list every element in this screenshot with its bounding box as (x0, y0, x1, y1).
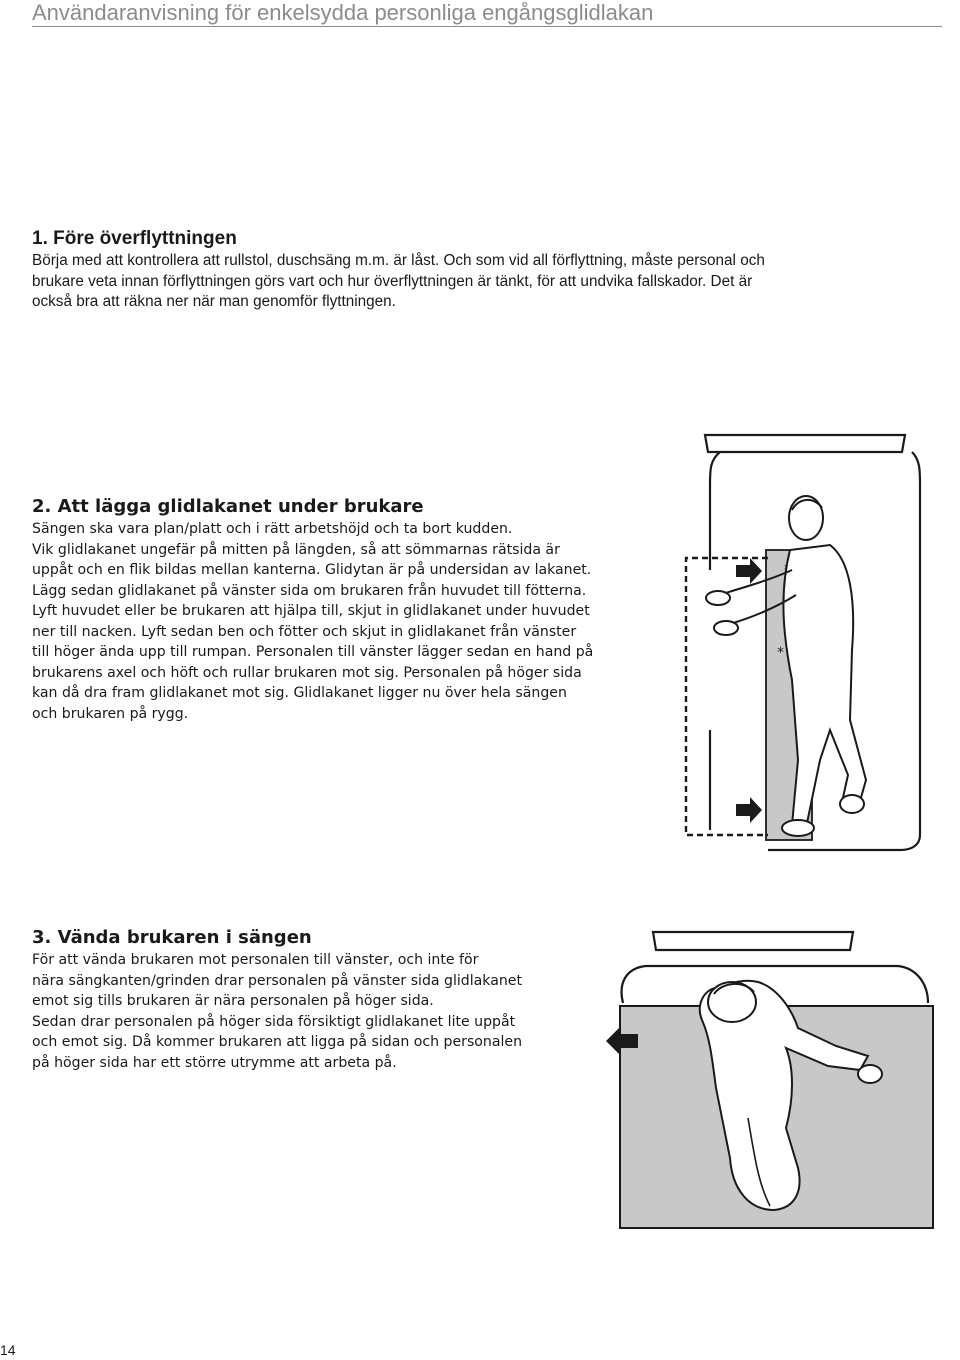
document-title: Användaranvisning för enkelsydda personliga engångsglidlakan (32, 0, 654, 25)
section-turn-patient (32, 927, 522, 1073)
body-line: brukare veta innan förflyttningen görs vart och hur överflyttningen är tänkt, för att undvika fallskador. Det är (32, 272, 753, 290)
section-heading: 2. Att lägga glidlakanet under brukare (32, 496, 424, 517)
svg-text:*: * (777, 645, 784, 661)
body-line: Vik glidlakanet ungefär på mitten på längden, så att sömmarnas rätsida är (32, 541, 560, 558)
body-line: till höger ända upp till rumpan. Personalen till vänster lägger sedan en hand på (32, 644, 594, 660)
body-line: kan då dra fram glidlakanet mot sig. Glidlakanet ligger nu över hela sängen (32, 685, 567, 701)
body-line: på höger sida har ett större utrymme att arbeta på. (32, 1054, 397, 1071)
body-line: Sedan drar personalen på höger sida försiktigt glidlakanet lite uppåt (32, 1013, 516, 1030)
body-line: brukarens axel och höft och rullar brukaren mot sig. Personalen på höger sida (32, 664, 582, 681)
bed-with-person-and-folded-sheet-icon (680, 430, 940, 855)
running-header (32, 0, 942, 27)
section-heading: 3. Vända brukaren i sängen (32, 927, 312, 948)
section-place-sheet (32, 496, 593, 724)
page-number: 14 (0, 1342, 16, 1358)
body-line: Lyft huvudet eller be brukaren att hjälpa till, skjut in glidlakanet under huvudet (32, 603, 590, 619)
bed-with-person-turned-on-side-icon (598, 928, 938, 1233)
body-line: och emot sig. Då kommer brukaren att ligga på sidan och personalen (32, 1034, 522, 1050)
body-line: Börja med att kontrollera att rullstol, duschsäng m.m. är låst. Och som vid all förflyttning, måste personal och (32, 252, 765, 269)
body-line: uppåt och en flik bildas mellan kanterna. Glidytan är på undersidan av lakanet. (32, 562, 592, 578)
body-line: och brukaren på rygg. (32, 705, 189, 722)
body-line: ner till nacken. Lyft sedan ben och fötter och skjut in glidlakanet från vänster (32, 623, 577, 640)
section-before-transfer (32, 228, 765, 313)
body-line: Sängen ska vara plan/platt och i rätt arbetshöjd och ta bort kudden. (32, 521, 513, 537)
body-line: Lägg sedan glidlakanet på vänster sida om brukaren från huvudet till fötterna. (32, 582, 587, 599)
body-line: emot sig tills brukaren är nära personalen på höger sida. (32, 993, 434, 1009)
body-line: För att vända brukaren mot personalen till vänster, och inte för (32, 952, 479, 968)
body-line: nära sängkanten/grinden drar personalen på vänster sida glidlakanet (32, 972, 522, 989)
body-line: också bra att räkna ner när man genomför flyttningen. (32, 293, 396, 310)
section-heading: 1. Före överflyttningen (32, 228, 237, 249)
